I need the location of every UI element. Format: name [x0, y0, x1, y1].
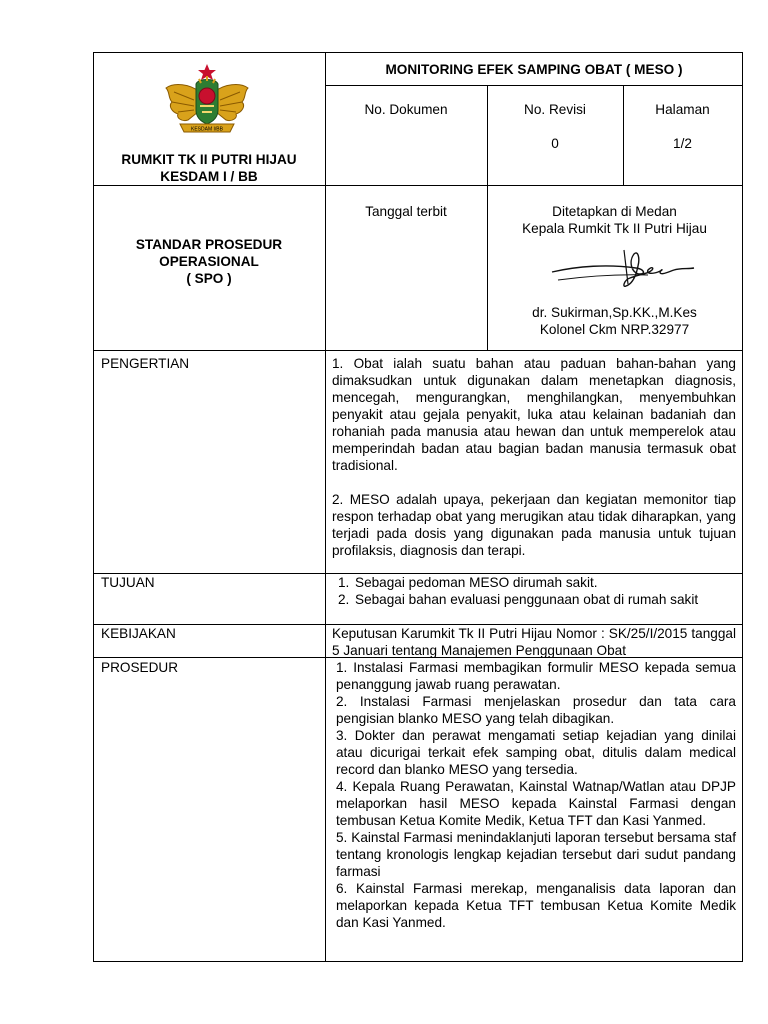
- tujuan-list: [338, 574, 736, 608]
- prosedur-step: 6. Kainstal Farmasi merekap, menganalisis data laporan dan melaporkan kepada Ketua TFT tembusan Ketua Komite Medik dan Kasi Yanmed.: [336, 881, 736, 930]
- prosedur-step: 2. Instalasi Farmasi menjelaskan prosedur dan tata cara pengisian blanko MESO yang telah dibagikan.: [336, 694, 736, 726]
- section-label-pengertian: PENGERTIAN: [101, 356, 190, 371]
- doc-number-label: No. Dokumen: [364, 102, 448, 117]
- pengertian-paragraph-1: 1. Obat ialah suatu bahan atau paduan bahan-bahan yang dimaksudkan untuk digunakan dalam menetapkan diagnosis, mencegah, mengurangkan, menghilangkan, menyembuhkan penyakit atau gejala penyakit, luka atau kelainan badaniah dan rohaniah pada manusia atau hewan dan untuk memperelok atau memperindah badan atau bagian badan manusia termasuk obat tradisional.: [332, 356, 736, 473]
- issued-date-label: Tanggal terbit: [365, 204, 447, 219]
- list-item: [338, 591, 736, 608]
- left-wing: [166, 85, 200, 121]
- logo-ribbon-text: KESDAM I/BB: [191, 126, 223, 133]
- border-right: [742, 52, 743, 962]
- list-item-number: 2.: [338, 592, 350, 607]
- revision-value: 0: [551, 136, 559, 151]
- spo-title-line3: ( SPO ): [186, 271, 232, 286]
- signature: [548, 244, 698, 294]
- signatory-name: dr. Sukirman,Sp.KK.,M.Kes: [532, 305, 697, 320]
- border-top: [93, 52, 743, 53]
- row-divider: [93, 185, 743, 186]
- section-label-kebijakan: KEBIJAKAN: [101, 626, 176, 641]
- right-wing: [214, 85, 248, 121]
- spo-title-line2: OPERASIONAL: [159, 254, 259, 269]
- page-label: Halaman: [655, 102, 710, 117]
- column-divider: [325, 52, 326, 962]
- page-value: 1/2: [673, 136, 692, 151]
- row-divider: [93, 350, 743, 351]
- row-divider: [325, 85, 743, 86]
- pengertian-content: [332, 355, 736, 563]
- set-in-location: Ditetapkan di Medan: [552, 204, 677, 219]
- border-bottom: [93, 961, 743, 962]
- list-item-text: Sebagai bahan evaluasi penggunaan obat di rumah sakit: [355, 592, 699, 607]
- section-label-prosedur: PROSEDUR: [101, 660, 179, 675]
- prosedur-list: [336, 659, 736, 931]
- kesdam-emblem-logo: [160, 62, 254, 142]
- border-left: [93, 52, 94, 962]
- section-label-tujuan: TUJUAN: [101, 575, 155, 590]
- document-title: MONITORING EFEK SAMPING OBAT ( MESO ): [385, 62, 683, 77]
- pengertian-paragraph-2: 2. MESO adalah upaya, pekerjaan dan kegiatan memonitor tiap respon terhadap obat yang merugikan atau tidak diharapkan, yang terjadi pada dosis yang digunakan pada manusia untuk tujuan profilaksis, diagnosis dan terapi.: [332, 492, 736, 558]
- kebijakan-text: Keputusan Karumkit Tk II Putri Hijau Nomor : SK/25/I/2015 tanggal 5 Januari tentang Manajemen Penggunaan Obat: [332, 626, 736, 658]
- prosedur-step: 5. Kainstal Farmasi menindaklanjuti laporan tersebut bersama staf tentang kronologis lengkap kejadian tersebut dari sudut pandang farmasi: [336, 830, 736, 879]
- prosedur-step: 4. Kepala Ruang Perawatan, Kainstal Watnap/Watlan atau DPJP melaporkan hasil MESO kepada Kainstal Farmasi dengan tembusan Ketua Komite Medik, Ketua TFT dan Kasi Yanmed.: [336, 779, 736, 828]
- list-item: [338, 574, 736, 591]
- approver-position: Kepala Rumkit Tk II Putri Hijau: [522, 221, 707, 236]
- signatory-rank: Kolonel Ckm NRP.32977: [539, 322, 690, 337]
- revision-label: No. Revisi: [524, 102, 586, 117]
- prosedur-step: 3. Dokter dan perawat mengamati setiap kejadian yang dinilai atau dicurigai terkait efek samping obat, ditulis dalam medical record dan blanko MESO yang tersedia.: [336, 728, 736, 777]
- hospital-name: RUMKIT TK II PUTRI HIJAU: [121, 152, 297, 167]
- prosedur-step: 1. Instalasi Farmasi membagikan formulir MESO kepada semua penanggung jawab ruang perawatan.: [336, 660, 736, 692]
- list-item-text: Sebagai pedoman MESO dirumah sakit.: [355, 575, 598, 590]
- spo-title-line1: STANDAR PROSEDUR: [135, 237, 283, 252]
- list-item-number: 1.: [338, 575, 350, 590]
- hospital-unit: KESDAM I / BB: [160, 169, 258, 184]
